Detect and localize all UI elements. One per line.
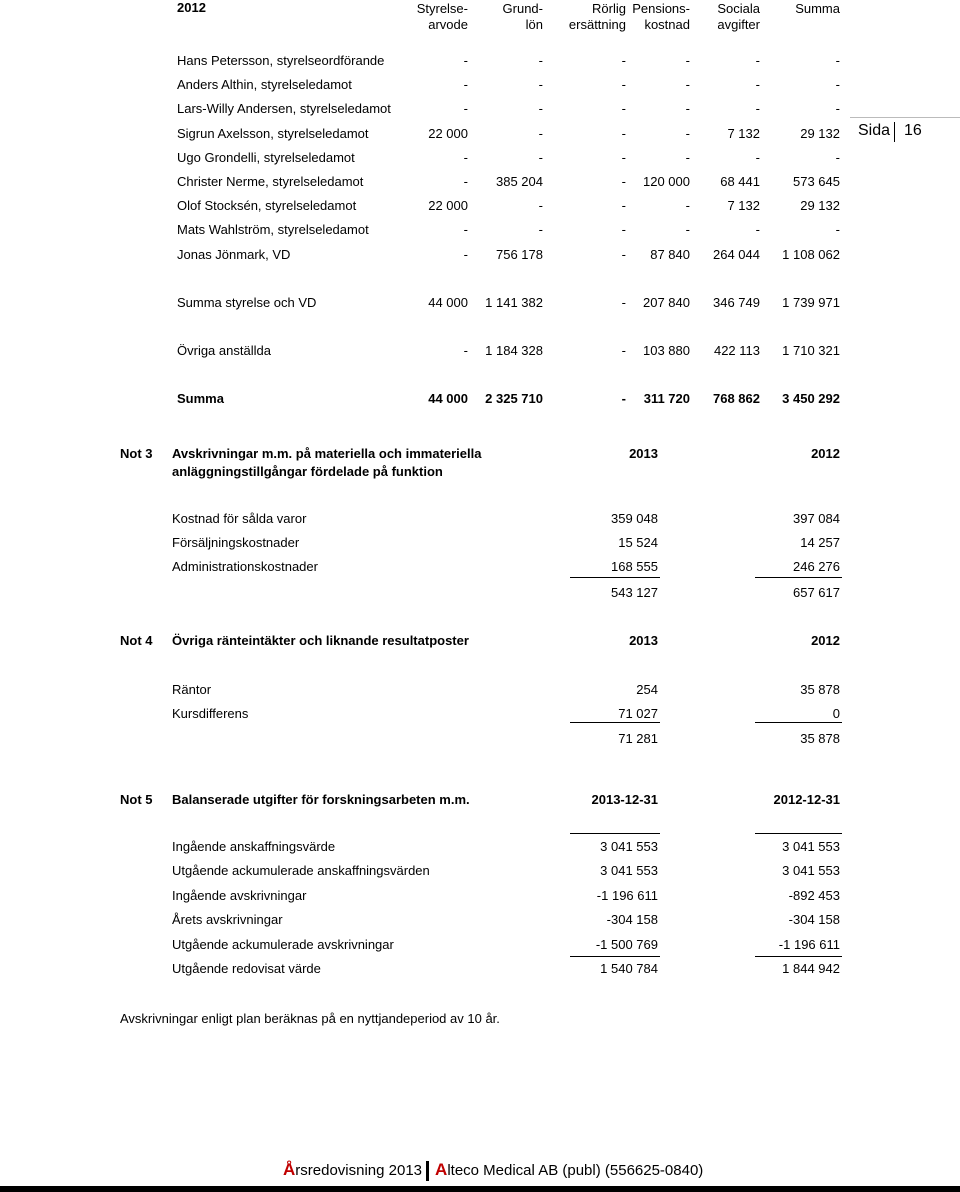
list-item-value-a: -1 196 611: [596, 887, 658, 903]
table-cell: 311 720: [643, 391, 690, 406]
column-header-line1: Sociala: [717, 1, 760, 16]
note3-title-line2: anläggningstillgångar fördelade på funktion: [172, 464, 443, 479]
table-cell: -: [463, 77, 468, 93]
note5-col2: 2012-12-31: [773, 792, 840, 807]
list-item-value-a: 254: [636, 682, 658, 697]
table-year: 2012: [177, 0, 206, 15]
list-item-label: Försäljningskostnader: [172, 535, 300, 551]
note3-col1: 2013: [629, 446, 658, 461]
table-cell: 768 862: [713, 391, 760, 406]
note3-title-line1: Avskrivningar m.m. på materiella och immateriella: [172, 446, 482, 461]
table-cell: 2 325 710: [485, 391, 543, 406]
footer-bar: [0, 1186, 960, 1192]
column-header-line1: Grund-: [502, 1, 543, 16]
table-cell: -: [685, 198, 690, 214]
column-header-line1: Summa: [795, 1, 840, 16]
list-item-label: Räntor: [172, 682, 212, 697]
footer-accent-letter-1: Å: [283, 1160, 296, 1179]
footer: [283, 1160, 703, 1181]
note4-col2: 2012: [811, 633, 840, 648]
table-cell: -: [621, 149, 626, 165]
table-cell: 29 132: [800, 125, 840, 141]
table-cell: 1 184 328: [485, 343, 543, 358]
table-cell: -: [835, 101, 840, 117]
table-cell: 22 000: [428, 125, 468, 141]
note3-underline-a: [570, 577, 660, 578]
table-row-name: Hans Petersson, styrelseordförande: [177, 53, 385, 68]
table-cell: 29 132: [800, 198, 840, 214]
note5-col1: 2013-12-31: [591, 792, 658, 807]
list-item-label: Ingående anskaffningsvärde: [172, 839, 336, 854]
note5-title: Balanserade utgifter för forskningsarbeten m.m.: [172, 792, 470, 807]
note4-underline-b: [755, 722, 842, 723]
list-item-value-a: 15 524: [618, 535, 658, 551]
list-item-label: Årets avskrivningar: [172, 912, 283, 928]
table-cell: -: [621, 77, 626, 93]
note5-label: Not 5: [120, 792, 153, 807]
table-cell: 1 710 321: [782, 343, 840, 358]
table-cell: -: [463, 53, 468, 68]
list-item-value-b: 0: [832, 706, 840, 722]
table-cell: -: [621, 174, 626, 189]
list-item-value-b: -892 453: [788, 887, 840, 903]
table-cell: -: [621, 222, 626, 238]
table-cell: -: [755, 53, 760, 68]
list-item-label: Kostnad för sålda varor: [172, 511, 307, 526]
note3-total-a: 543 127: [611, 585, 658, 600]
note5-topline-b: [755, 833, 842, 834]
column-header-line2: ersättning: [568, 17, 626, 32]
table-cell: 3 450 292: [782, 391, 840, 406]
list-item-label: Utgående redovisat värde: [172, 961, 321, 976]
list-item-label: Ingående avskrivningar: [172, 887, 307, 903]
table-cell: -: [463, 343, 468, 358]
table-cell: -: [463, 174, 468, 189]
note5-underline-b: [755, 956, 842, 957]
list-item-value-a: 359 048: [611, 511, 658, 526]
table-cell: 346 749: [713, 295, 760, 310]
footer-company-text: lteco Medical AB (publ) (556625-0840): [447, 1162, 704, 1179]
table-cell: -: [538, 77, 543, 93]
list-item-value-b: 3 041 553: [782, 839, 840, 854]
table-row-name: Jonas Jönmark, VD: [177, 246, 291, 262]
table-cell: -: [538, 53, 543, 68]
table-cell: 264 044: [713, 246, 760, 262]
note4-total-a: 71 281: [618, 731, 658, 746]
table-cell: -: [755, 101, 760, 117]
table-cell: -: [621, 101, 626, 117]
table-cell: 103 880: [643, 343, 690, 358]
note3-underline-b: [755, 577, 842, 578]
note4-label: Not 4: [120, 633, 153, 648]
list-item-value-a: -1 500 769: [595, 936, 658, 952]
table-cell: -: [685, 222, 690, 238]
table-cell: -: [685, 149, 690, 165]
table-cell: -: [538, 198, 543, 214]
table-cell: 44 000: [428, 391, 468, 406]
page-number: 16: [904, 122, 922, 139]
table-cell: 44 000: [428, 295, 468, 310]
table-row-name: Mats Wahlström, styrelseledamot: [177, 222, 369, 238]
table-row-name: Lars-Willy Andersen, styrelseledamot: [177, 101, 391, 117]
table-cell: -: [463, 246, 468, 262]
page-separator: [894, 122, 895, 142]
column-header-line1: Rörlig: [592, 1, 626, 16]
note4-col1: 2013: [629, 633, 658, 648]
table-cell: -: [621, 391, 626, 406]
page-label: Sida: [858, 122, 891, 139]
table-cell: 7 132: [727, 198, 760, 214]
table-cell: 385 204: [496, 174, 543, 189]
table-cell: 1 739 971: [782, 295, 840, 310]
table-cell: 207 840: [643, 295, 690, 310]
table-cell: -: [621, 53, 626, 68]
column-header-line2: arvode: [428, 17, 468, 32]
table-cell: -: [538, 101, 543, 117]
footer-report-text: rsredovisning 2013: [295, 1162, 423, 1179]
list-item-value-b: 14 257: [800, 535, 840, 551]
list-item-label: Kursdifferens: [172, 706, 249, 722]
note5-topline-a: [570, 833, 660, 834]
table-cell: -: [685, 53, 690, 68]
table-row-name: Summa: [177, 391, 224, 406]
table-cell: 87 840: [650, 246, 690, 262]
list-item-value-b: 1 844 942: [782, 961, 840, 976]
table-cell: -: [685, 125, 690, 141]
note3-col2: 2012: [811, 446, 840, 461]
table-cell: 120 000: [643, 174, 690, 189]
table-cell: -: [538, 149, 543, 165]
table-row-name: Summa styrelse och VD: [177, 295, 317, 310]
note4-title: Övriga ränteintäkter och liknande resultatposter: [172, 633, 469, 648]
footer-separator: [426, 1161, 429, 1181]
table-cell: 1 108 062: [782, 246, 840, 262]
column-header-line2: kostnad: [644, 17, 690, 32]
table-cell: -: [755, 77, 760, 93]
column-header-line1: Pensions-: [632, 1, 690, 16]
note5-footnote: Avskrivningar enligt plan beräknas på en nyttjandeperiod av 10 år.: [120, 1011, 500, 1026]
table-cell: -: [621, 343, 626, 358]
table-cell: -: [835, 77, 840, 93]
list-item-value-b: -304 158: [788, 912, 840, 928]
table-row-name: Ugo Grondelli, styrelseledamot: [177, 149, 355, 165]
note3-label: Not 3: [120, 446, 153, 461]
table-cell: -: [621, 295, 626, 310]
list-item-value-b: 397 084: [793, 511, 840, 526]
list-item-value-b: 246 276: [793, 559, 840, 575]
list-item-label: Utgående ackumulerade anskaffningsvärden: [172, 863, 430, 879]
table-cell: -: [685, 101, 690, 117]
table-cell: -: [463, 149, 468, 165]
list-item-value-a: 1 540 784: [600, 961, 658, 976]
table-cell: 22 000: [428, 198, 468, 214]
table-row-name: Övriga anställda: [177, 343, 271, 358]
table-cell: -: [685, 77, 690, 93]
list-item-value-a: 3 041 553: [600, 863, 658, 879]
table-cell: 756 178: [496, 246, 543, 262]
list-item-label: Utgående ackumulerade avskrivningar: [172, 936, 394, 952]
table-cell: -: [463, 101, 468, 117]
table-cell: -: [835, 149, 840, 165]
table-cell: -: [463, 222, 468, 238]
table-cell: -: [835, 222, 840, 238]
table-cell: -: [538, 125, 543, 141]
table-cell: -: [835, 53, 840, 68]
list-item-value-a: -304 158: [606, 912, 658, 928]
page-marker: [850, 117, 960, 146]
table-cell: 1 141 382: [485, 295, 543, 310]
footer-accent-letter-2: A: [435, 1160, 448, 1179]
table-cell: 68 441: [720, 174, 760, 189]
table-row-name: Christer Nerme, styrelseledamot: [177, 174, 364, 189]
column-header-line1: Styrelse-: [416, 1, 468, 16]
table-cell: -: [621, 125, 626, 141]
column-header-line2: lön: [525, 17, 543, 32]
table-row-name: Olof Stocksén, styrelseledamot: [177, 198, 357, 214]
note3-total-b: 657 617: [793, 585, 840, 600]
list-item-value-b: -1 196 611: [778, 936, 840, 952]
list-item-value-a: 168 555: [611, 559, 658, 575]
note4-underline-a: [570, 722, 660, 723]
table-cell: -: [755, 222, 760, 238]
column-header-line2: avgifter: [717, 17, 760, 32]
note4-total-b: 35 878: [800, 731, 840, 746]
list-item-value-b: 35 878: [800, 682, 840, 697]
note5-underline-a: [570, 956, 660, 957]
list-item-value-b: 3 041 553: [782, 863, 840, 879]
table-cell: -: [538, 222, 543, 238]
table-cell: 7 132: [727, 125, 760, 141]
table-cell: 573 645: [793, 174, 840, 189]
table-cell: 422 113: [713, 343, 760, 358]
table-row-name: Anders Althin, styrelseledamot: [177, 77, 352, 93]
table-cell: -: [755, 149, 760, 165]
list-item-value-a: 71 027: [618, 706, 658, 722]
table-row-name: Sigrun Axelsson, styrelseledamot: [177, 125, 369, 141]
table-cell: -: [621, 198, 626, 214]
table-cell: -: [621, 246, 626, 262]
list-item-value-a: 3 041 553: [600, 839, 658, 854]
list-item-label: Administrationskostnader: [172, 559, 318, 575]
